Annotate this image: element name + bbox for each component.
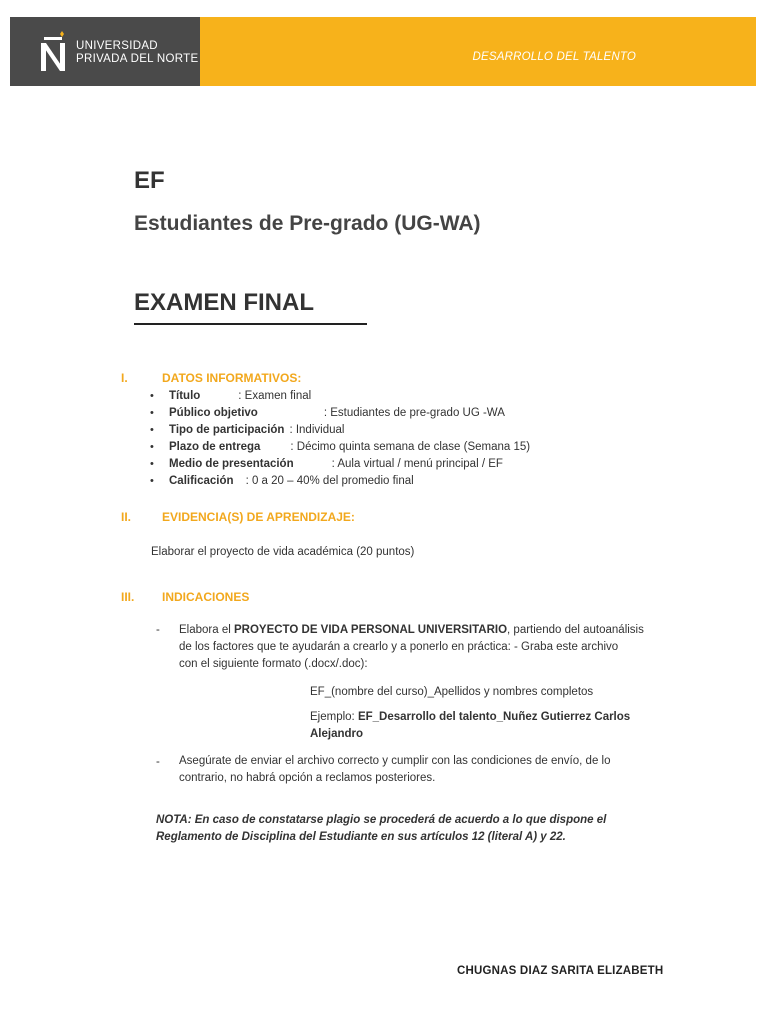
list-item — [150, 456, 530, 473]
indicacion-1 — [179, 622, 669, 673]
datos-label: Tipo de participación — [169, 424, 285, 436]
dash-marker: - — [156, 756, 160, 768]
bullet-icon: • — [150, 390, 154, 402]
indicacion-1-pre: Elabora el — [179, 624, 234, 636]
datos-value: : Estudiantes de pre-grado UG -WA — [323, 407, 505, 419]
bullet-icon: • — [150, 441, 154, 453]
indicacion-1-post: , partiendo del autoanálisis — [507, 624, 644, 636]
bullet-icon: • — [150, 407, 154, 419]
title-underline — [134, 323, 367, 325]
example-bold-2: Alejandro — [310, 728, 364, 740]
datos-label: Calificación — [169, 475, 234, 487]
example-bold-1: EF_Desarrollo del talento_Nuñez Gutierrez Carlos — [357, 711, 631, 723]
section-1-title: DATOS INFORMATIVOS: — [162, 371, 302, 385]
bullet-icon: • — [150, 424, 154, 436]
list-item — [150, 439, 530, 456]
logo-text — [76, 40, 198, 66]
datos-value: : Décimo quinta semana de clase (Semana 15) — [290, 441, 531, 453]
nota-line-2: Reglamento de Disciplina del Estudiante en sus artículos 12 (literal A) y 22. — [156, 831, 566, 843]
logo-line-2: PRIVADA DEL NORTE — [76, 53, 199, 65]
bullet-icon: • — [150, 458, 154, 470]
section-3-number: III. — [121, 590, 135, 604]
indicacion-1-bold: PROYECTO DE VIDA PERSONAL UNIVERSITARIO — [233, 624, 508, 636]
bullet-icon: • — [150, 475, 154, 487]
datos-value: : Individual — [289, 424, 345, 436]
evidencia-text: Elaborar el proyecto de vida académica (20 puntos) — [151, 546, 415, 558]
datos-list — [150, 388, 530, 490]
section-2-title: EVIDENCIA(S) DE APRENDIZAJE: — [162, 510, 355, 524]
document-audience: Estudiantes de Pre-grado (UG-WA) — [134, 212, 481, 235]
list-item — [150, 405, 530, 422]
indicacion-2 — [179, 753, 669, 787]
section-1-number: I. — [121, 371, 128, 385]
datos-value: : Aula virtual / menú principal / EF — [331, 458, 503, 470]
student-name: CHUGNAS DIAZ SARITA ELIZABETH — [457, 965, 664, 977]
list-item — [150, 473, 530, 490]
list-item — [150, 422, 530, 439]
section-3-title: INDICACIONES — [162, 590, 250, 604]
nota-plagio — [156, 812, 626, 846]
file-format: EF_(nombre del curso)_Apellidos y nombres completos — [310, 686, 594, 698]
dash-marker: - — [156, 624, 160, 636]
nota-line-1: NOTA: En caso de constatarse plagio se procederá de acuerdo a lo que dispone el — [156, 814, 607, 826]
datos-label: Título — [169, 390, 201, 402]
indicacion-1-line-2: de los factores que te ayudarán a crearlo y a ponerlo en práctica: - Graba este archivo — [179, 641, 619, 653]
list-item — [150, 388, 530, 405]
datos-label: Plazo de entrega — [169, 441, 261, 453]
section-2-number: II. — [121, 510, 132, 524]
header-orange-band — [200, 17, 756, 86]
university-logo — [10, 17, 200, 86]
datos-value: : Examen final — [238, 390, 312, 402]
datos-label: Público objetivo — [169, 407, 258, 419]
datos-value: : 0 a 20 – 40% del promedio final — [245, 475, 414, 487]
indicacion-1-line-3: con el siguiente formato (.docx/.doc): — [179, 658, 368, 670]
example-label: Ejemplo: — [310, 711, 358, 723]
indicacion-2-line-2: contrario, no habrá opción a reclamos posteriores. — [179, 772, 436, 784]
logo-line-1: UNIVERSIDAD — [76, 40, 158, 52]
header-banner — [10, 17, 756, 86]
document-title: EXAMEN FINAL — [134, 289, 314, 316]
indicacion-2-line-1: Asegúrate de enviar el archivo correcto y cumplir con las condiciones de envío, de lo — [179, 755, 611, 767]
indicacion-1-line-1 — [179, 622, 669, 639]
banner-title: DESARROLLO DEL TALENTO — [472, 51, 636, 63]
datos-label: Medio de presentación — [169, 458, 294, 470]
upn-logo-icon — [38, 31, 70, 73]
document-code: EF — [134, 167, 165, 194]
file-example — [310, 709, 630, 743]
